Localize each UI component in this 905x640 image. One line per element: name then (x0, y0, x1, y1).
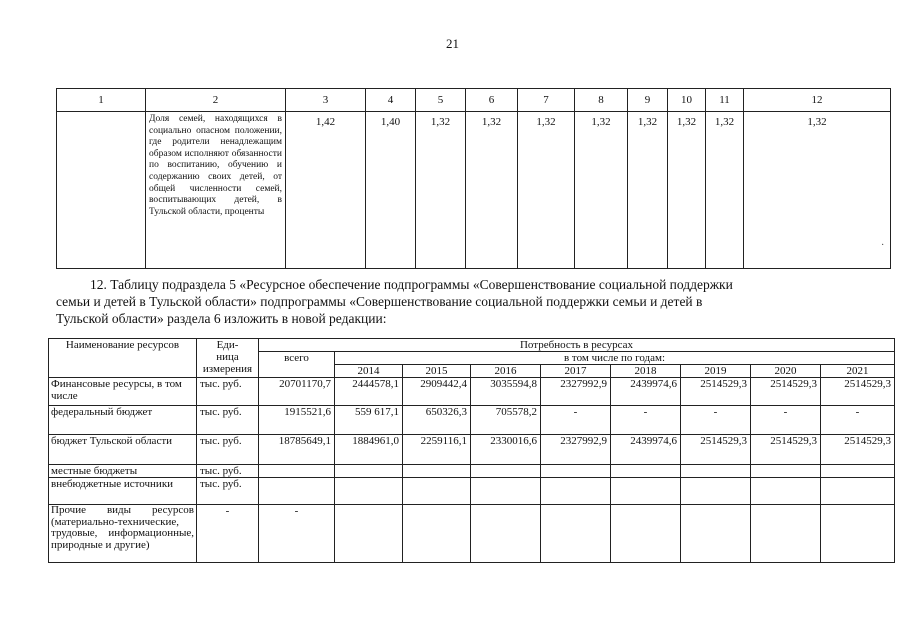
value-cell (471, 505, 541, 563)
table-header-row (57, 89, 891, 112)
table-row (49, 465, 895, 478)
value-cell: 2514529,3 (821, 435, 895, 465)
table-cell: 1,32 (668, 112, 706, 269)
value-cell: 2514529,3 (681, 435, 751, 465)
total-cell: 18785649,1 (259, 435, 335, 465)
scan-speck: · (881, 240, 885, 251)
value-cell (751, 465, 821, 478)
value-cell: 2327992,9 (541, 378, 611, 406)
paragraph-line: семьи и детей в Тульской области» подпрограммы «Совершенствование социальной поддержки семьи и детей в (56, 294, 703, 309)
header-by-years: в том числе по годам: (335, 352, 895, 365)
value-cell (821, 505, 895, 563)
total-cell: 1915521,6 (259, 406, 335, 435)
table-row (49, 435, 895, 465)
table-cell: 1,32 (416, 112, 466, 269)
value-cell: 705578,2 (471, 406, 541, 435)
table-row (57, 112, 891, 269)
unit-cell: - (197, 505, 259, 563)
header-year: 2021 (821, 365, 895, 378)
column-number: 6 (466, 89, 518, 112)
table-cell: 1,32 (575, 112, 628, 269)
unit-cell: тыс. руб. (197, 478, 259, 505)
value-cell (471, 465, 541, 478)
value-cell: - (611, 406, 681, 435)
value-cell (821, 478, 895, 505)
column-number: 10 (668, 89, 706, 112)
column-number: 12 (744, 89, 891, 112)
value-cell: 650326,3 (403, 406, 471, 435)
header-unit-line: Еди- (216, 339, 239, 351)
table-cell: 1,32 (518, 112, 575, 269)
unit-cell: тыс. руб. (197, 465, 259, 478)
table-cell: 1,32 (628, 112, 668, 269)
paragraph-line: 12. Таблицу подраздела 5 «Ресурсное обеспечение подпрограммы «Совершенствование социальной поддержки (90, 277, 733, 292)
value-cell (611, 505, 681, 563)
column-number: 1 (57, 89, 146, 112)
value-cell (751, 505, 821, 563)
unit-cell: тыс. руб. (197, 406, 259, 435)
value-cell (335, 505, 403, 563)
column-number: 5 (416, 89, 466, 112)
value-cell: 2444578,1 (335, 378, 403, 406)
column-number: 8 (575, 89, 628, 112)
value-cell: 3035594,8 (471, 378, 541, 406)
resource-name: местные бюджеты (49, 465, 197, 478)
column-number: 11 (706, 89, 744, 112)
value-cell (403, 505, 471, 563)
header-year: 2014 (335, 365, 403, 378)
value-cell: - (541, 406, 611, 435)
value-cell: 2439974,6 (611, 435, 681, 465)
header-year: 2020 (751, 365, 821, 378)
value-cell (335, 478, 403, 505)
value-cell (611, 478, 681, 505)
table-cell: 1,32 (744, 112, 891, 269)
value-cell: - (821, 406, 895, 435)
value-cell: 2514529,3 (821, 378, 895, 406)
value-cell: 2327992,9 (541, 435, 611, 465)
value-cell: - (681, 406, 751, 435)
value-cell: 2439974,6 (611, 378, 681, 406)
table-row (49, 478, 895, 505)
table-row (49, 378, 895, 406)
value-cell: - (751, 406, 821, 435)
value-cell: 559 617,1 (335, 406, 403, 435)
header-year: 2019 (681, 365, 751, 378)
value-cell: 2514529,3 (681, 378, 751, 406)
total-cell: 20701170,7 (259, 378, 335, 406)
table-cell: 1,42 (286, 112, 366, 269)
value-cell (541, 465, 611, 478)
paragraph-line: Тульской области» раздела 6 изложить в новой редакции: (56, 311, 387, 326)
column-number: 7 (518, 89, 575, 112)
value-cell: 2909442,4 (403, 378, 471, 406)
resource-table (48, 338, 895, 563)
header-year: 2016 (471, 365, 541, 378)
table-cell: 1,40 (366, 112, 416, 269)
column-number: 2 (146, 89, 286, 112)
header-year: 2015 (403, 365, 471, 378)
resource-name: Прочие виды ресурсов (материально-технические, трудовые, информационные, природные и другие) (49, 505, 197, 563)
total-cell (259, 465, 335, 478)
value-cell (335, 465, 403, 478)
value-cell (681, 478, 751, 505)
resource-name: федеральный бюджет (49, 406, 197, 435)
header-need: Потребность в ресурсах (259, 339, 895, 352)
page-number: 21 (446, 36, 459, 51)
total-cell: - (259, 505, 335, 563)
table-cell: 1,32 (466, 112, 518, 269)
value-cell: 1884961,0 (335, 435, 403, 465)
total-cell (259, 478, 335, 505)
indicator-description: Доля семей, находящихся в социально опасном положении, где родители ненадлежащим образом исполняют обязанности по воспитанию, обучению и содержанию своих детей, от общей численности семей, воспитывающих детей, в Тульской области, проценты (146, 112, 286, 269)
value-cell (681, 465, 751, 478)
table-row (49, 406, 895, 435)
header-unit (197, 339, 259, 378)
amendment-paragraph (56, 276, 874, 327)
value-cell (403, 478, 471, 505)
header-total: всего (259, 352, 335, 378)
value-cell (681, 505, 751, 563)
header-unit-line: ница (216, 351, 239, 363)
indicator-table (56, 88, 891, 269)
value-cell (821, 465, 895, 478)
value-cell (751, 478, 821, 505)
column-number: 9 (628, 89, 668, 112)
value-cell: 2514529,3 (751, 378, 821, 406)
value-cell (541, 505, 611, 563)
table-row (49, 505, 895, 563)
table-cell: 1,32 (706, 112, 744, 269)
resource-name: Финансовые ресурсы, в том числе (49, 378, 197, 406)
value-cell (403, 465, 471, 478)
column-number: 4 (366, 89, 416, 112)
value-cell (611, 465, 681, 478)
unit-cell: тыс. руб. (197, 378, 259, 406)
value-cell (471, 478, 541, 505)
value-cell (541, 478, 611, 505)
resource-name: внебюджетные источники (49, 478, 197, 505)
column-number: 3 (286, 89, 366, 112)
header-year: 2018 (611, 365, 681, 378)
header-unit-line: измерения (202, 363, 253, 375)
value-cell: 2259116,1 (403, 435, 471, 465)
value-cell: 2330016,6 (471, 435, 541, 465)
unit-cell: тыс. руб. (197, 435, 259, 465)
header-resource-name: Наименование ресурсов (49, 339, 197, 378)
table-header-row (49, 339, 895, 352)
value-cell: 2514529,3 (751, 435, 821, 465)
header-year: 2017 (541, 365, 611, 378)
resource-name: бюджет Тульской области (49, 435, 197, 465)
table-cell (57, 112, 146, 269)
